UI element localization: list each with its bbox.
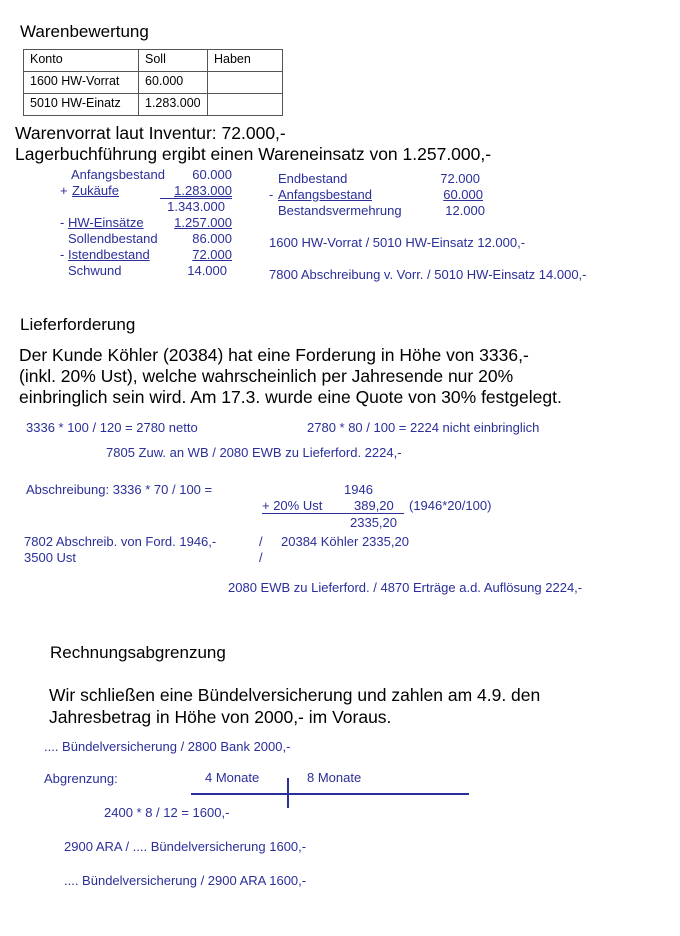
istendbestand-value: 72.000 [192, 247, 232, 262]
endbestand-value: 72.000 [440, 171, 480, 186]
booking-slash: / [259, 550, 263, 565]
section-title-warenbewertung: Warenbewertung [20, 22, 149, 41]
months-right-label: 8 Monate [307, 770, 362, 785]
table-cell [208, 94, 283, 116]
anfangsbestand-label: Anfangsbestand [71, 167, 165, 182]
table-cell: 5010 HW-Einatz [24, 94, 139, 116]
booking-ara: 2900 ARA / .... Bündelversicherung 1600,- [64, 839, 307, 854]
section-title-lieferforderung: Lieferforderung [20, 315, 136, 334]
schwund-value: 14.000 [187, 263, 227, 278]
minus-sign: - [60, 247, 65, 262]
rechnungsabgrenzung-paragraph-line: Jahresbetrag in Höhe von 2000,- im Voraus. [49, 707, 392, 727]
lieferforderung-paragraph-line: Der Kunde Köhler (20384) hat eine Forderung in Höhe von 3336,- [19, 345, 529, 365]
lieferforderung-paragraph-line: (inkl. 20% Ust), welche wahrscheinlich per Jahresende nur 20% [19, 366, 514, 386]
booking-aufloesung: 2080 EWB zu Lieferford. / 4870 Erträge a.d. Auflösung 2224,- [228, 580, 583, 595]
netto-calculation: 3336 * 100 / 120 = 2780 netto [26, 420, 198, 435]
nicht-einbringlich-calculation: 2780 * 80 / 100 = 2224 nicht einbringlich [307, 420, 540, 435]
minus-sign: - [60, 215, 65, 230]
einsaetze-label: HW-Einsätze [68, 215, 144, 230]
ust-value: 389,20 [354, 498, 394, 513]
section-title-rechnungsabgrenzung: Rechnungsabgrenzung [50, 643, 226, 662]
table-cell: 1.283.000 [139, 94, 208, 116]
zukaeufe-value: 1.283.000 [174, 183, 232, 198]
booking-ewb: 7805 Zuw. an WB / 2080 EWB zu Lieferford. 2224,- [106, 445, 402, 460]
booking-ust: 3500 Ust [24, 550, 77, 565]
schwund-label: Schwund [68, 263, 122, 278]
zukaeufe-label: Zukäufe [72, 183, 119, 198]
table-header-row [24, 50, 283, 72]
abgrenzung-label: Abgrenzung: [44, 771, 118, 786]
table-cell: 60.000 [139, 72, 208, 94]
booking-aufloesung-ara: .... Bündelversicherung / 2900 ARA 1600,- [64, 873, 307, 888]
table-row [24, 72, 283, 94]
table-header-cell: Soll [139, 50, 208, 72]
anfangsbestand-label: Anfangsbestand [278, 187, 372, 202]
rechnungsabgrenzung-paragraph-line: Wir schließen eine Bündelversicherung und zahlen am 4.9. den [49, 685, 541, 705]
booking-abschreibung-forderung: 7802 Abschreib. von Ford. 1946,- [24, 534, 217, 549]
bestandsvermehrung-value: 12.000 [445, 203, 485, 218]
anfangsbestand-value: 60.000 [443, 187, 483, 202]
ust-label: + 20% Ust [262, 498, 323, 513]
booking-abschreibung-vorrat: 7800 Abschreibung v. Vorr. / 5010 HW-Einsatz 14.000,- [269, 267, 587, 282]
table-row [24, 94, 283, 116]
table-cell [208, 72, 283, 94]
booking-slash: / [259, 534, 263, 549]
booking-bestandsvermehrung: 1600 HW-Vorrat / 5010 HW-Einsatz 12.000,- [269, 235, 526, 250]
table-cell: 1600 HW-Vorrat [24, 72, 139, 94]
sum-value: 1.343.000 [167, 199, 225, 214]
months-left-label: 4 Monate [205, 770, 260, 785]
minus-sign: - [269, 187, 274, 202]
endbestand-label: Endbestand [278, 171, 348, 186]
table-header-cell: Haben [208, 50, 283, 72]
total-value: 2335,20 [350, 515, 397, 530]
plus-sign: + [60, 183, 68, 198]
timeline-line [191, 793, 469, 795]
konto-table [23, 49, 283, 116]
abgrenzung-calculation: 2400 * 8 / 12 = 1600,- [104, 805, 230, 820]
table-header-cell: Konto [24, 50, 139, 72]
inventur-text: Warenvorrat laut Inventur: 72.000,- [15, 123, 286, 143]
einsaetze-value: 1.257.000 [174, 215, 232, 230]
sollendbestand-value: 86.000 [192, 231, 232, 246]
ust-underline [262, 513, 404, 514]
booking-koehler: 20384 Köhler 2335,20 [281, 534, 409, 549]
bestandsvermehrung-label: Bestandsvermehrung [278, 203, 402, 218]
anfangsbestand-value: 60.000 [192, 167, 232, 182]
abschreibung-value: 1946 [344, 482, 373, 497]
lagerbuchfuehrung-text: Lagerbuchführung ergibt einen Wareneinsatz von 1.257.000,- [15, 144, 492, 164]
istendbestand-label: Istendbestand [68, 247, 150, 262]
abschreibung-label: Abschreibung: 3336 * 70 / 100 = [26, 482, 213, 497]
booking-zahlung: .... Bündelversicherung / 2800 Bank 2000,- [44, 739, 291, 754]
sollendbestand-label: Sollendbestand [68, 231, 158, 246]
timeline-marker [287, 778, 289, 808]
lieferforderung-paragraph-line: einbringlich sein wird. Am 17.3. wurde eine Quote von 30% festgelegt. [19, 387, 562, 407]
ust-note: (1946*20/100) [409, 498, 492, 513]
